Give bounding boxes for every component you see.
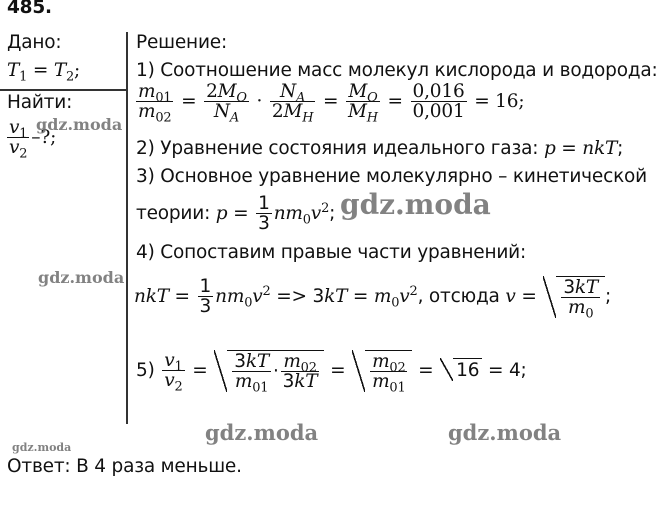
step2-text: 2) Уравнение состояния идеального газа: p = nkT; [136,138,624,159]
given-label: Дано: [7,32,62,53]
watermark: gdz.moda [340,188,491,221]
watermark: gdz.moda [448,420,562,445]
vertical-divider [126,32,128,424]
watermark: gdz.moda [38,268,125,287]
watermark: gdz.moda [36,115,123,134]
given-condition: $T_1 = T_2$; [7,60,81,85]
answer-text: Ответ: В 4 раза меньше. [7,456,242,477]
step1-equation: $\frac{m_{01}}{m_{02}}$ = $\frac{2M_O}{N_A}$ · $\frac{N_A}{2M_H}$ = $\frac{M_O}{M_H}$ = $\frac{0,016}{0,001}$ = 16; [138,81,525,126]
step4-text: 4) Сопоставим правые части уравнений: [136,242,527,263]
problem-number: 485. [7,0,52,18]
step4-equation: nkT = $\frac{1}{3}$ $nm_0v^2 => 3kT = m_0v^2$, отсюда v = $\frac{3kT}{m_0}$ ; [134,276,612,322]
step3-text-a: 3) Основное уравнение молекулярно – кинетической [136,166,647,187]
watermark: gdz.moda [205,420,319,445]
find-expression: $\frac{v_1}{v_2}$ –?; [9,117,57,162]
find-label: Найти: [7,92,73,113]
step5-equation: 5) $\frac{v_1}{v_2}$ = $\frac{3kT}{m_{01}}$ · $\frac{m_{02}}{3kT}$ = $\frac{m_{02}}{m_{01}}$ = 16 = 4; [136,350,527,396]
given-divider [0,89,127,91]
solution-heading: Решение: [136,32,227,53]
watermark: gdz.moda [12,441,72,454]
step1-text: 1) Соотношение масс молекул кислорода и водорода: [136,60,658,81]
step3-text-b: теории: p = $\frac{1}{3}$ $nm_0v^2$; [136,193,336,235]
